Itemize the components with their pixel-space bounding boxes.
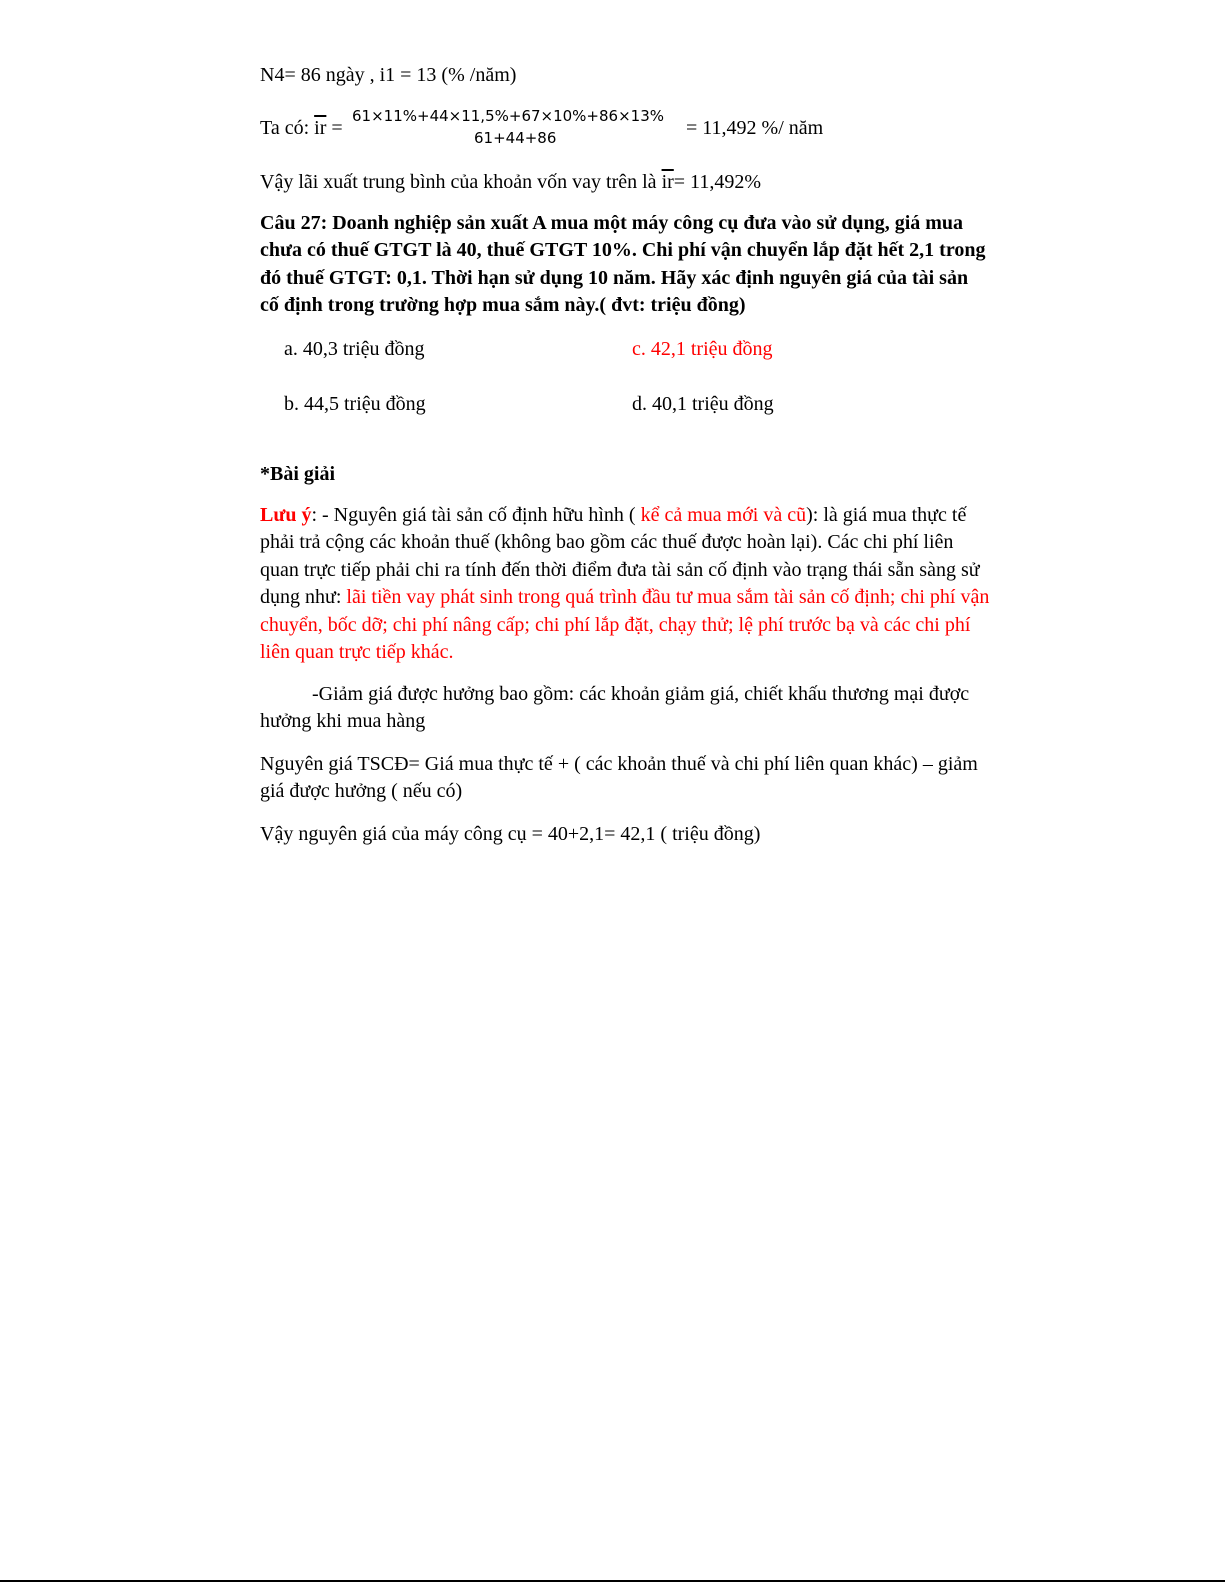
- note-label: Lưu ý: [260, 504, 312, 526]
- question-27: Câu 27: Doanh nghiệp sản xuất A mua một máy công cụ đưa vào sử dụng, giá mua chưa có thuế GTGT là 40, thuế GTGT 10%. Chi phí vận chuyển lắp đặt hết 2,1 trong đó thuế GTGT: 0,1. Thời hạn sử dụng 10 năm. Hãy xác định nguyên giá của tài sản cố định trong trường hợp mua sắm này.( đvt: triệu đồng): [260, 212, 986, 317]
- final-answer: Vậy nguyên giá của máy công cụ = 40+2,1= 42,1 ( triệu đồng): [260, 823, 761, 845]
- fraction-denominator: 61+44+86: [474, 129, 557, 147]
- ir-symbol: $\overline{ir}$: [314, 117, 327, 139]
- formula-lhs: [260, 116, 343, 140]
- average-rate-conclusion: [260, 170, 761, 194]
- note-highlight-1: kể cả mua mới và cũ: [640, 504, 807, 526]
- cost-formula-paragraph: Nguyên giá TSCĐ= Giá mua thực tế + ( các khoản thuế và chi phí liên quan khác) – giảm giá được hưởng ( nếu có): [260, 753, 978, 803]
- option-c: c. 42,1 triệu đồng: [632, 338, 773, 360]
- conclusion-text: Vậy lãi xuất trung bình của khoản vốn vay trên là: [260, 171, 662, 193]
- bottom-rule: [0, 1580, 1225, 1582]
- note-text-1: : - Nguyên giá tài sản cố định hữu hình (: [311, 504, 641, 526]
- formula-prefix: Ta có:: [260, 117, 315, 139]
- ir-symbol: $\overline{ir}$: [661, 171, 674, 193]
- formula-result: = 11,492 %/ năm: [686, 117, 824, 139]
- given-line: N4= 86 ngày , i1 = 13 (% /năm): [260, 64, 517, 86]
- option-b: b. 44,5 triệu đồng: [284, 393, 426, 415]
- fraction-numerator: 61×11%+44×11,5%+67×10%+86×13%: [352, 107, 664, 125]
- formula-equals: =: [326, 117, 343, 139]
- note-highlight-2: lãi tiền vay phát sinh trong quá trình đầu tư mua sắm tài sản cố định; chi phí vận chuyển, bốc dỡ; chi phí nâng cấp; chi phí lắp đặt, chạy thử; lệ phí trước bạ và các chi phí liên quan trực tiếp khác.: [260, 586, 990, 664]
- note-text-2: ): là giá mua thực tế phải trả cộng các khoản thuế (không bao gồm các thuế được hoàn lại). Các chi phí liên quan trực tiếp phải chi ra tính đến thời điểm đưa tài sản cố định vào trạng thái sẵn sàng sử dụng như:: [260, 504, 980, 609]
- option-d: d. 40,1 triệu đồng: [632, 393, 774, 415]
- discount-paragraph: -Giảm giá được hưởng bao gồm: các khoản giảm giá, chiết khấu thương mại được hưởng khi mua hàng: [260, 683, 970, 733]
- solution-heading: *Bài giải: [260, 463, 336, 485]
- note-paragraph: [260, 502, 990, 666]
- option-a: a. 40,3 triệu đồng: [284, 338, 425, 360]
- conclusion-value: = 11,492%: [673, 171, 761, 193]
